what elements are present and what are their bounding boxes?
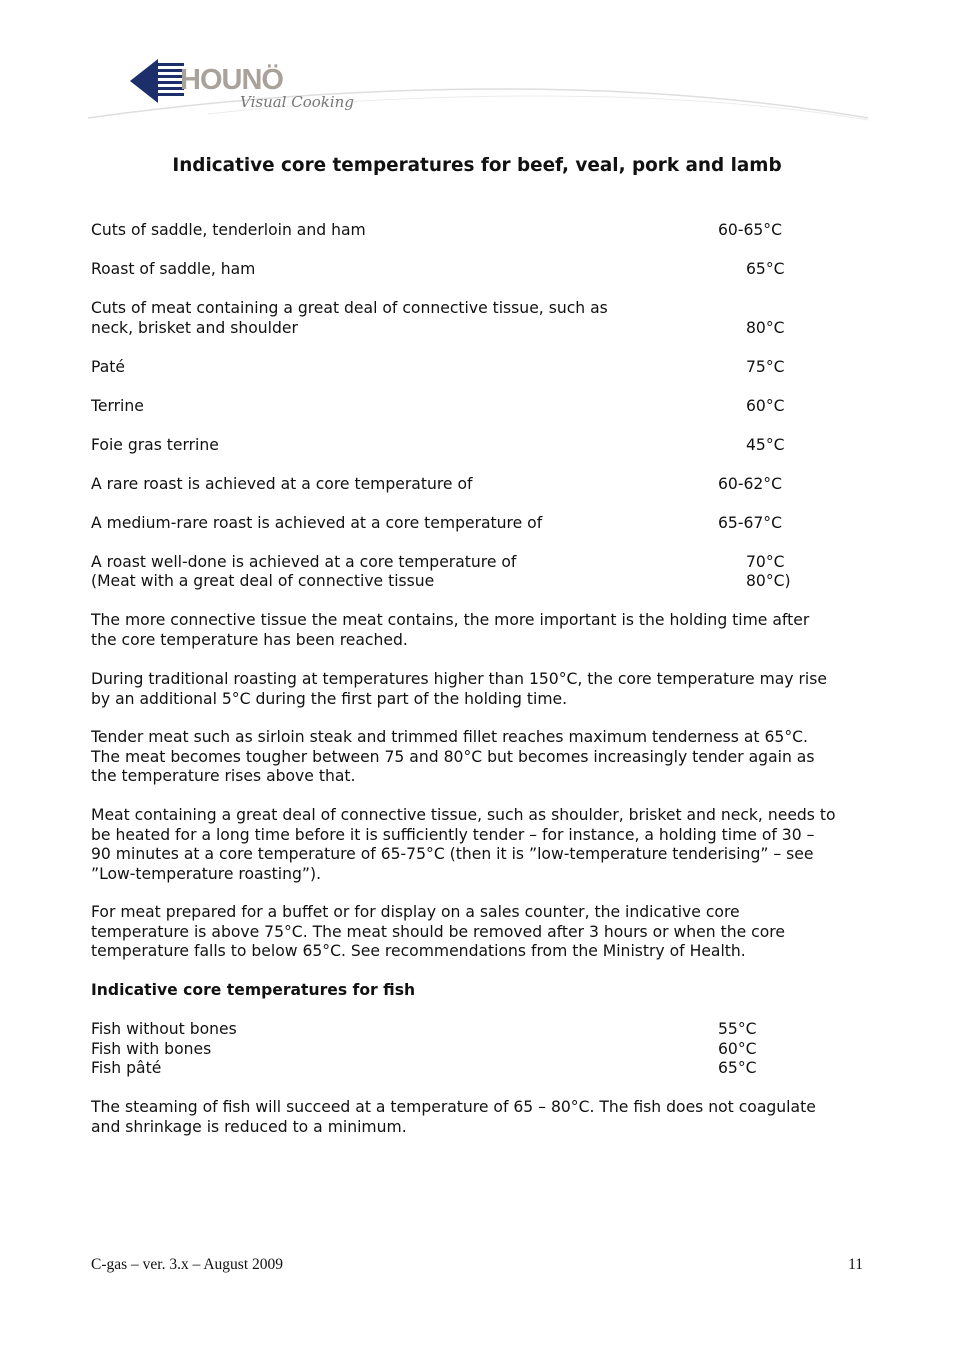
temp-row-label-line2: neck, brisket and shoulder <box>91 319 298 337</box>
fish-row-label: Fish with bones <box>91 1040 212 1058</box>
hounoe-logo-icon <box>128 57 188 117</box>
footer-version: C-gas – ver. 3.x – August 2009 <box>91 1256 284 1273</box>
paragraph <box>91 670 881 709</box>
temp-row-value: 45°C <box>746 436 785 454</box>
fish-row-value: 65°C <box>718 1059 757 1077</box>
temp-row-label: A rare roast is achieved at a core temperature of <box>91 475 473 493</box>
brand-name: HOUNÖ <box>180 64 283 96</box>
fish-row-value: 60°C <box>718 1040 757 1058</box>
fish-paragraph <box>91 1098 881 1137</box>
temp-row-value: 75°C <box>746 358 785 376</box>
temp-row-value: 60°C <box>746 397 785 415</box>
temp-row-label-line1: A roast well-done is achieved at a core temperature of <box>91 553 517 571</box>
temp-row-value: 60-62°C <box>718 475 782 493</box>
temp-row-label: Terrine <box>91 397 144 415</box>
paragraph-line: the temperature rises above that. <box>91 767 356 785</box>
temp-row-label: Foie gras terrine <box>91 436 219 454</box>
paragraph <box>91 728 881 787</box>
temp-row-value: 65-67°C <box>718 514 782 532</box>
temp-row-label: Paté <box>91 358 125 376</box>
paragraph-line: temperature is above 75°C. The meat should be removed after 3 hours or when the core <box>91 922 785 941</box>
temp-row-value: 60-65°C <box>718 221 782 239</box>
fish-section-heading: Indicative core temperatures for fish <box>91 981 416 999</box>
temp-row-label: Cuts of saddle, tenderloin and ham <box>91 221 366 239</box>
paragraph <box>91 903 881 962</box>
paragraph-line: The meat becomes tougher between 75 and 80°C but becomes increasingly tender again as <box>91 747 815 766</box>
paragraph-line: The steaming of fish will succeed at a temperature of 65 – 80°C. The fish does not coagulate <box>91 1098 816 1116</box>
paragraph-line: For meat prepared for a buffet or for display on a sales counter, the indicative core <box>91 903 740 921</box>
paragraph <box>91 611 881 650</box>
temp-row-value-line2: 80°C) <box>746 572 791 590</box>
page-number: 11 <box>848 1256 863 1273</box>
temp-row-label: Roast of saddle, ham <box>91 260 256 278</box>
page-title: Indicative core temperatures for beef, veal, pork and lamb <box>172 155 782 176</box>
temp-row-value-line1: 70°C <box>746 553 785 571</box>
paragraph-line: Tender meat such as sirloin steak and trimmed fillet reaches maximum tenderness at 65°C. <box>91 728 808 746</box>
paragraph <box>91 806 881 884</box>
temp-row-value: 80°C <box>746 319 785 337</box>
fish-row-value: 55°C <box>718 1020 757 1038</box>
paragraph-line: Meat containing a great deal of connective tissue, such as shoulder, brisket and neck, needs to <box>91 806 836 824</box>
paragraph-line: the core temperature has been reached. <box>91 630 408 649</box>
paragraph-line: ”Low-temperature roasting”). <box>91 864 322 883</box>
paragraph-line: and shrinkage is reduced to a minimum. <box>91 1117 407 1136</box>
temp-row-label: A medium-rare roast is achieved at a core temperature of <box>91 514 543 532</box>
paragraph-line: The more connective tissue the meat contains, the more important is the holding time after <box>91 611 810 629</box>
temp-row-label-line1: Cuts of meat containing a great deal of connective tissue, such as <box>91 299 608 317</box>
paragraph-line: During traditional roasting at temperatures higher than 150°C, the core temperature may rise <box>91 670 827 688</box>
fish-row-label: Fish pâté <box>91 1059 162 1077</box>
paragraph-line: 90 minutes at a core temperature of 65-75°C (then it is ”low-temperature tenderising” – see <box>91 845 814 863</box>
fish-row-label: Fish without bones <box>91 1020 237 1038</box>
temp-row-value: 65°C <box>746 260 785 278</box>
temp-row-label-line2: (Meat with a great deal of connective tissue <box>91 572 435 590</box>
paragraph-line: by an additional 5°C during the first part of the holding time. <box>91 689 568 708</box>
paragraph-line: temperature falls to below 65°C. See recommendations from the Ministry of Health. <box>91 942 746 960</box>
brand-tagline: Visual Cooking <box>240 93 354 111</box>
paragraph-line: be heated for a long time before it is sufficiently tender – for instance, a holding time of 30 – <box>91 825 815 844</box>
